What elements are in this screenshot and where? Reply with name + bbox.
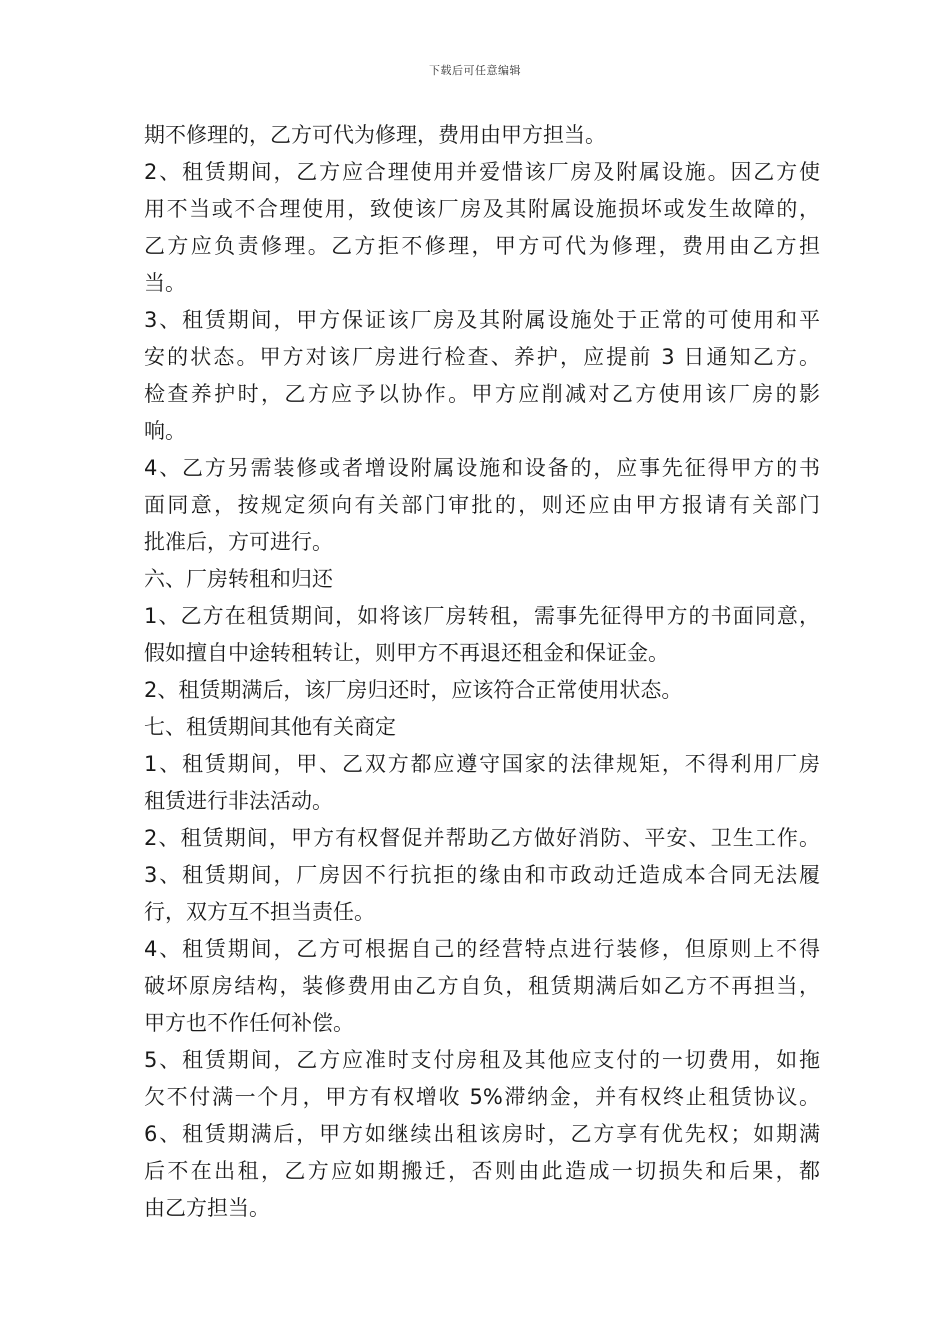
text-line: 2、租赁期间，乙方应合理使用并爱惜该厂房及附属设施。因乙方使: [144, 160, 820, 184]
text-line: 租赁进行非法活动。: [144, 789, 333, 813]
text-line: 甲方也不作任何补偿。: [144, 1011, 354, 1035]
text-line: 检查养护时，乙方应予以协作。甲方应削减对乙方使用该厂房的影: [144, 382, 820, 406]
text-line: 行，双方互不担当责任。: [144, 900, 375, 924]
text-line: 2、租赁期满后，该厂房归还时，应该符合正常使用状态。: [144, 678, 683, 702]
text-line: 七、租赁期间其他有关商定: [144, 715, 396, 739]
text-line: 用不当或不合理使用，致使该厂房及其附属设施损坏或发生故障的，: [144, 197, 820, 221]
document-body: [144, 117, 820, 1227]
text-line: 面同意，按规定须向有关部门审批的，则还应由甲方报请有关部门: [144, 493, 820, 517]
text-line: 3、租赁期间，甲方保证该厂房及其附属设施处于正常的可使用和平: [144, 308, 820, 332]
text-line: 3、租赁期间，厂房因不行抗拒的缘由和市政动迁造成本合同无法履: [144, 863, 820, 887]
text-line: 期不修理的，乙方可代为修理，费用由甲方担当。: [144, 123, 606, 147]
page-header: 下载后可任意编辑: [429, 64, 521, 77]
text-line: 假如擅自中途转租转让，则甲方不再退还租金和保证金。: [144, 641, 669, 665]
text-line: 4、租赁期间，乙方可根据自己的经营特点进行装修，但原则上不得: [144, 937, 820, 961]
text-line: 响。: [144, 419, 186, 443]
text-line: 当。: [144, 271, 186, 295]
text-line: 后不在出租，乙方应如期搬迁，否则由此造成一切损失和后果，都: [144, 1159, 820, 1183]
text-line: 批准后，方可进行。: [144, 530, 333, 554]
text-line: 由乙方担当。: [144, 1196, 270, 1220]
text-line: 安的状态。甲方对该厂房进行检查、养护，应提前 3 日通知乙方。: [144, 345, 820, 369]
text-line: 1、租赁期间，甲、乙双方都应遵守国家的法律规矩，不得利用厂房: [144, 752, 820, 776]
text-line: 5、租赁期间，乙方应准时支付房租及其他应支付的一切费用，如拖: [144, 1048, 820, 1072]
text-line: 欠不付满一个月，甲方有权增收 5%滞纳金，并有权终止租赁协议。: [144, 1085, 820, 1109]
text-line: 2、租赁期间，甲方有权督促并帮助乙方做好消防、平安、卫生工作。: [144, 826, 820, 850]
text-line: 六、厂房转租和归还: [144, 567, 333, 591]
text-line: 乙方应负责修理。乙方拒不修理，甲方可代为修理，费用由乙方担: [144, 234, 820, 258]
text-line: 1、乙方在租赁期间，如将该厂房转租，需事先征得甲方的书面同意，: [144, 604, 820, 628]
text-line: 4、乙方另需装修或者增设附属设施和设备的，应事先征得甲方的书: [144, 456, 820, 480]
text-line: 破坏原房结构，装修费用由乙方自负，租赁期满后如乙方不再担当，: [144, 974, 820, 998]
text-line: 6、租赁期满后，甲方如继续出租该房时，乙方享有优先权；如期满: [144, 1122, 820, 1146]
